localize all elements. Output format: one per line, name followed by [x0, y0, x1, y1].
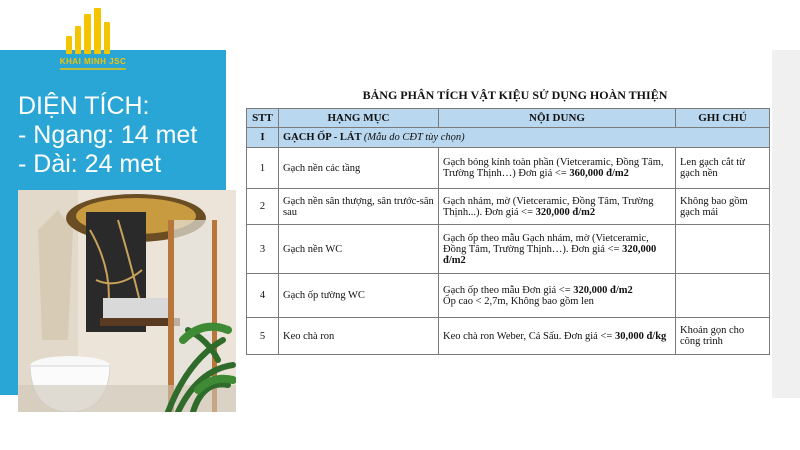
row-note: Khoán gọn cho công trình [676, 318, 770, 355]
row-content-text: Gạch nhám, mờ (Vietceramic, Đồng Tâm, Trường Thịnh...). Đơn giá <= [443, 195, 654, 218]
table-row [247, 318, 770, 355]
logo-tagline-stroke [60, 68, 126, 70]
row-item: Gạch ốp tường WC [279, 274, 439, 318]
row-note: Len gạch cắt từ gạch nền [676, 148, 770, 189]
row-stt: 2 [247, 189, 279, 225]
row-content [439, 225, 676, 274]
row-note [676, 274, 770, 318]
area-title: DIỆN TÍCH: [18, 92, 150, 120]
row-content [439, 189, 676, 225]
row-item: Gạch nền WC [279, 225, 439, 274]
building-bars-icon [62, 8, 116, 54]
table-title: BẢNG PHÂN TÍCH VẬT KIỆU SỬ DỤNG HOÀN THIỆN [362, 88, 668, 102]
row-stt: 3 [247, 225, 279, 274]
header-note: GHI CHÚ [676, 109, 770, 128]
row-price: 360,000 đ/m2 [569, 168, 629, 179]
row-content-text: Gạch ốp theo mẫu Đơn giá <= [443, 284, 574, 296]
section-title [279, 128, 770, 148]
row-stt: 1 [247, 148, 279, 189]
row-stt: 4 [247, 274, 279, 318]
table-row [247, 148, 770, 189]
row-content [439, 274, 676, 318]
row-price: 320,000 đ/m2 [573, 284, 633, 296]
row-item: Gạch nền sân thượng, sân trước-sân sau [279, 189, 439, 225]
row-content-text: Gạch bóng kính toàn phần (Vietceramic, Đồng Tâm, Trường Thịnh…) Đơn giá <= [443, 157, 664, 179]
row-content-text: Keo chà ron Weber, Cá Sấu. Đơn giá <= [443, 330, 615, 342]
section-note: (Mẫu do CĐT tùy chọn) [363, 132, 465, 143]
row-content-text: Gạch ốp theo mẫu Gạch nhám, mờ (Vietceramic, Đồng Tâm, Trường Thịnh…). Đơn giá <= [443, 232, 649, 255]
bathroom-illustration-icon [18, 190, 236, 412]
row-item: Keo chà ron [279, 318, 439, 355]
row-content [439, 148, 676, 189]
row-price: 320,000 đ/m2 [443, 243, 657, 266]
area-width: - Ngang: 14 met [18, 121, 198, 149]
table-row [247, 189, 770, 225]
row-item: Gạch nền các tầng [279, 148, 439, 189]
header-stt: STT [247, 109, 279, 128]
row-content-extra: Ốp cao < 2,7m, Không bao gồm len [443, 295, 594, 307]
row-content [439, 318, 676, 355]
table-header-row [247, 109, 770, 128]
right-decor-strip [772, 50, 800, 398]
section-row [247, 128, 770, 148]
area-length: - Dài: 24 met [18, 150, 162, 178]
section-index: I [247, 128, 279, 148]
row-price: 30,000 đ/kg [614, 330, 667, 342]
row-stt: 5 [247, 318, 279, 355]
materials-table [246, 108, 770, 355]
bathroom-photo [18, 190, 236, 412]
section-name: GẠCH ỐP - LÁT [283, 132, 362, 143]
left-panel [0, 0, 226, 450]
company-logo [58, 8, 128, 78]
row-note: Không bao gồm gạch mái [676, 189, 770, 225]
table-row [247, 225, 770, 274]
table-row [247, 274, 770, 318]
header-item: HẠNG MỤC [279, 109, 439, 128]
header-content: NỘI DUNG [439, 109, 676, 128]
row-note [676, 225, 770, 274]
row-price: 320,000 đ/m2 [535, 206, 596, 218]
logo-name: KHAI MINH JSC [59, 57, 127, 66]
